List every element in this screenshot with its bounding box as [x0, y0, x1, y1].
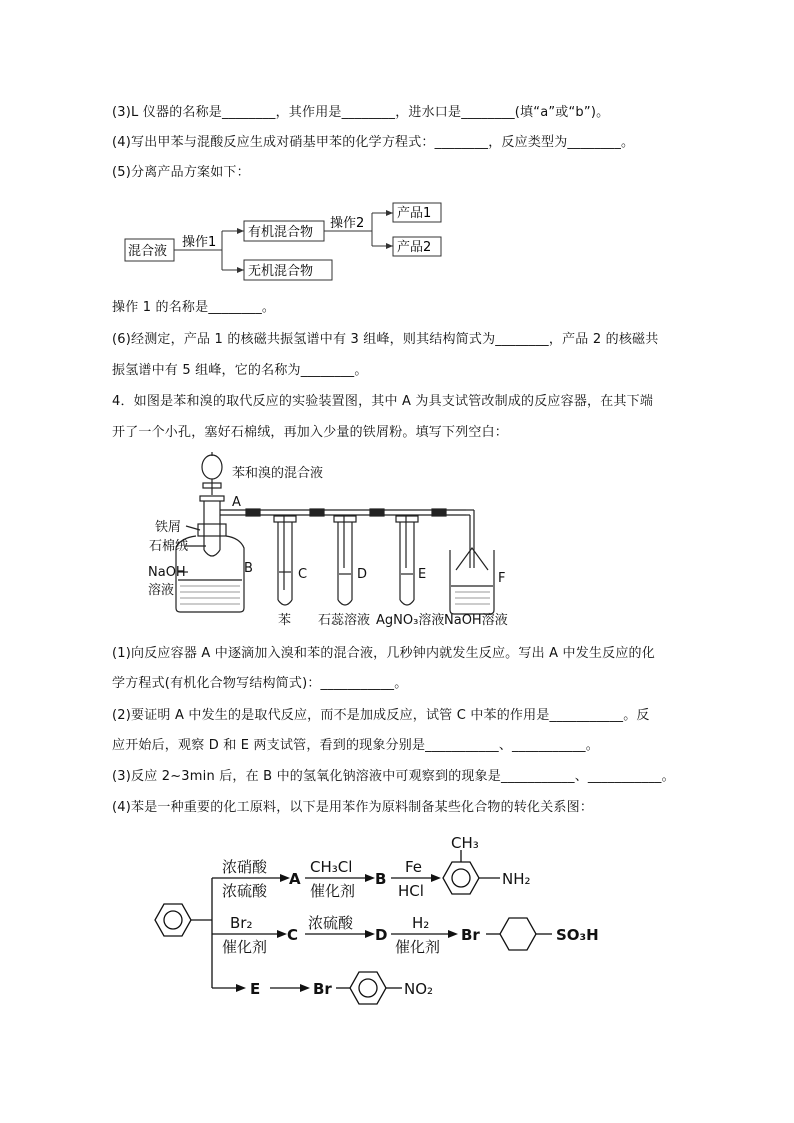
- flow-op2: 操作2: [330, 216, 365, 231]
- q3-part3: (3)L 仪器的名称是________，其作用是________，进水口是________(填“a”或“b”)。: [112, 105, 610, 120]
- r3-top: Fe: [405, 858, 423, 876]
- ch3-group: CH₃: [451, 834, 479, 852]
- label-B: B: [244, 561, 253, 576]
- flow-product2: 产品2: [397, 240, 432, 255]
- r5-top: 浓硫酸: [308, 914, 354, 932]
- label-benzene: 苯: [278, 613, 292, 628]
- r1-bottom: 浓硫酸: [222, 882, 268, 900]
- r2-top: CH₃Cl: [310, 858, 353, 876]
- label-asbestos: 石棉绒: [149, 539, 189, 554]
- q4-part2-line1: (2)要证明 A 中发生的是取代反应，而不是加成反应，试管 C 中苯的作用是___________。反: [112, 708, 650, 723]
- label-C: C: [298, 567, 308, 582]
- label-solution: 溶液: [148, 583, 175, 598]
- q3-part5: (5)分离产品方案如下：: [112, 165, 250, 180]
- label-A: A: [232, 495, 241, 510]
- label-funnel: 苯和溴的混合液: [232, 466, 324, 481]
- q4-part4: (4)苯是一种重要的化工原料，以下是用苯作为原料制备某些化合物的转化关系图：: [112, 800, 594, 815]
- int-C: C: [287, 926, 299, 944]
- q3-op1-question: 操作 1 的名称是________。: [112, 300, 276, 315]
- label-iron: 铁屑: [155, 520, 182, 535]
- flow-organic: 有机混合物: [248, 225, 314, 240]
- label-litmus: 石蕊溶液: [318, 613, 371, 628]
- br-group: Br: [461, 926, 480, 944]
- r6-bottom: 催化剂: [395, 938, 441, 956]
- separation-flowchart: [0, 196, 794, 286]
- label-naoh: NaOH: [148, 565, 186, 580]
- r4-top: Br₂: [230, 914, 253, 932]
- flow-inorganic: 无机混合物: [248, 264, 314, 279]
- int-E: E: [250, 980, 261, 998]
- so3h-group: SO₃H: [556, 926, 599, 944]
- int-B: B: [375, 870, 387, 888]
- r3-bottom: HCl: [398, 882, 424, 900]
- q4-part2-line2: 应开始后，观察 D 和 E 两支试管，看到的现象分别是___________、___________。: [112, 738, 599, 753]
- q4-intro-line2: 开了一个小孔，塞好石棉绒，再加入少量的铁屑粉。填写下列空白：: [112, 425, 509, 440]
- r4-bottom: 催化剂: [222, 938, 268, 956]
- q3-part6-line2: 振氢谱中有 5 组峰，它的名称为________。: [112, 363, 368, 378]
- q4-part1-line1: (1)向反应容器 A 中逐滴加入溴和苯的混合液，几秒钟内就发生反应。写出 A 中发生反应的化: [112, 646, 655, 661]
- label-E: E: [418, 567, 427, 582]
- r6-top: H₂: [412, 914, 430, 932]
- flow-product1: 产品1: [397, 206, 432, 221]
- r2-bottom: 催化剂: [310, 882, 356, 900]
- q4-part3: (3)反应 2~3min 后，在 B 中的氢氧化钠溶液中可观察到的现象是___________、___________。: [112, 769, 675, 784]
- r1-top: 浓硝酸: [222, 858, 268, 876]
- label-F: F: [498, 571, 506, 586]
- no2-group: NO₂: [404, 980, 434, 998]
- apparatus-diagram: [0, 450, 794, 630]
- label-naoh-solution: NaOH溶液: [444, 613, 508, 628]
- int-D: D: [375, 926, 388, 944]
- label-agno3: AgNO₃溶液: [376, 613, 445, 628]
- flow-op1: 操作1: [182, 235, 217, 250]
- q3-part6-line1: (6)经测定，产品 1 的核磁共振氢谱中有 3 组峰，则其结构简式为________，产品 2 的核磁共: [112, 332, 659, 347]
- q3-part4: (4)写出甲苯与混酸反应生成对硝基甲苯的化学方程式：________，反应类型为________。: [112, 135, 635, 150]
- q4-part1-line2: 学方程式(有机化合物写结构简式)：___________。: [112, 676, 408, 691]
- br2-group: Br: [313, 980, 332, 998]
- label-D: D: [357, 567, 368, 582]
- int-A: A: [289, 870, 301, 888]
- flow-mixture: 混合液: [128, 244, 168, 259]
- q4-intro-line1: 4．如图是苯和溴的取代反应的实验装置图，其中 A 为具支试管改制成的反应容器，在其下端: [112, 394, 654, 409]
- nh2-group: NH₂: [502, 870, 531, 888]
- synthesis-scheme: [0, 830, 794, 1010]
